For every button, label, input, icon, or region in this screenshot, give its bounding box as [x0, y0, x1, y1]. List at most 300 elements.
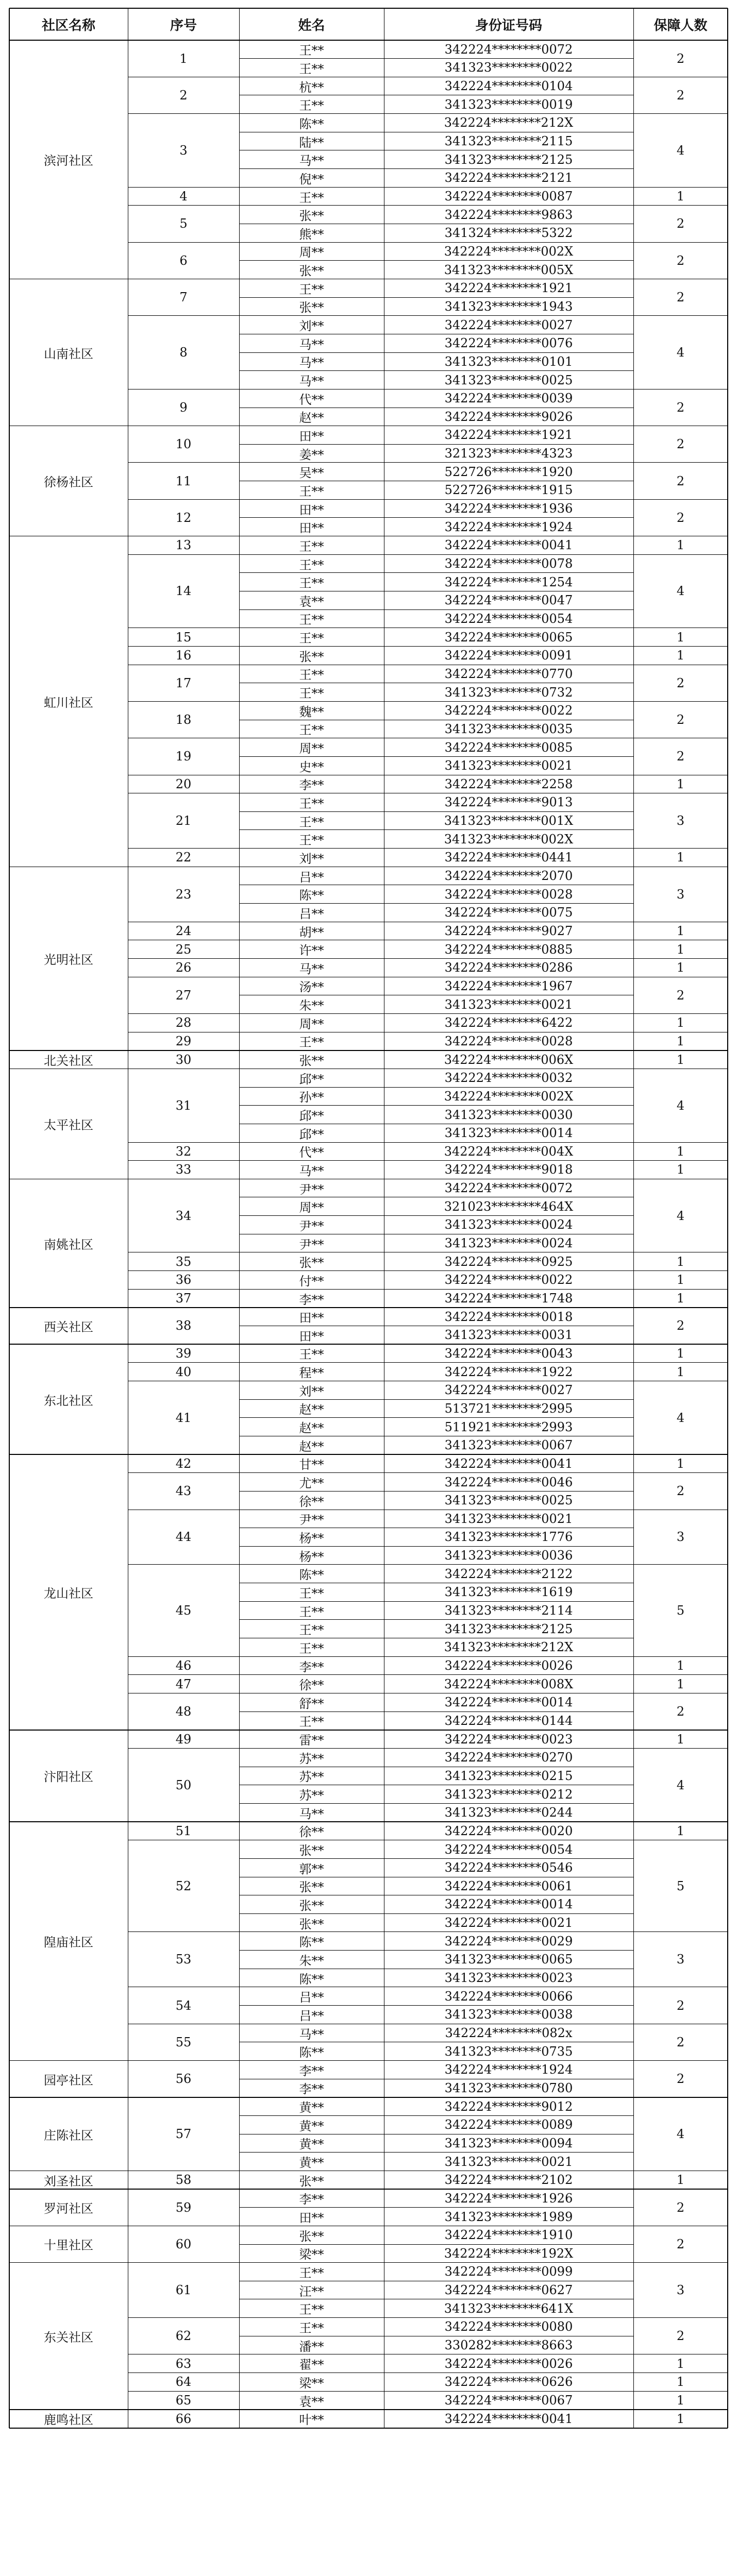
family-member-count: 1	[676, 1162, 685, 1177]
member-id-number: 342224********0020	[444, 1823, 573, 1838]
member-name: 吕**	[299, 906, 324, 921]
member-name: 吕**	[299, 2008, 324, 2023]
row-rule	[128, 1564, 728, 1565]
row-rule	[239, 297, 633, 298]
community-name: 虹川社区	[44, 695, 93, 710]
member-name: 徐**	[299, 1494, 324, 1509]
member-name: 许**	[299, 943, 324, 958]
member-id-number: 342224********0144	[444, 1713, 573, 1728]
family-member-count: 1	[676, 1052, 685, 1067]
family-seq-number: 44	[175, 1530, 192, 1545]
family-member-count: 4	[676, 1208, 685, 1223]
row-rule	[128, 242, 728, 243]
member-id-number: 342224********6422	[444, 1015, 573, 1030]
member-name: 周**	[299, 1200, 324, 1215]
member-name: 李**	[299, 2082, 324, 2097]
community-name: 徐杨社区	[44, 475, 93, 490]
member-id-number: 341323********0023	[444, 1971, 573, 1986]
family-member-count: 1	[676, 1033, 685, 1048]
member-name: 王**	[299, 1586, 324, 1601]
row-rule	[239, 609, 633, 610]
family-member-count: 1	[676, 1364, 685, 1379]
member-name: 王**	[299, 282, 324, 297]
member-name: 张**	[299, 2174, 324, 2189]
member-name: 王**	[299, 686, 324, 701]
member-name: 杭**	[299, 80, 324, 95]
member-id-number: 342224********2121	[444, 171, 573, 185]
row-rule	[239, 1619, 633, 1620]
family-member-count: 1	[676, 2375, 685, 2389]
member-name: 吕**	[299, 1990, 324, 2005]
family-seq-number: 43	[175, 1484, 192, 1499]
member-name: 张**	[299, 300, 324, 315]
family-member-count: 2	[676, 675, 685, 690]
family-member-count: 1	[676, 1732, 685, 1747]
family-seq-number: 29	[175, 1033, 192, 1048]
member-name: 王**	[299, 484, 324, 499]
member-id-number: 342224********9018	[444, 1162, 573, 1177]
member-name: 王**	[299, 631, 324, 646]
member-id-number: 341323********641X	[444, 2301, 574, 2316]
family-seq-number: 40	[175, 1364, 192, 1379]
row-rule	[128, 2391, 728, 2392]
row-rule	[128, 848, 728, 849]
family-member-count: 3	[676, 1530, 685, 1545]
member-name: 田**	[299, 502, 324, 517]
member-id-number: 341323********2114	[444, 1603, 573, 1618]
member-name: 王**	[299, 833, 324, 848]
member-id-number: 341323********001X	[444, 814, 574, 828]
member-id-number: 341323********0019	[444, 97, 573, 112]
family-member-count: 2	[676, 473, 685, 488]
row-rule	[128, 701, 728, 702]
member-name: 熊**	[299, 227, 324, 242]
row-rule	[128, 1160, 728, 1161]
row-rule	[239, 58, 633, 59]
member-id-number: 342224********0441	[444, 850, 573, 865]
family-seq-number: 11	[175, 473, 192, 488]
family-seq-number: 62	[175, 2329, 192, 2344]
family-seq-number: 9	[179, 400, 188, 415]
member-name: 李**	[299, 778, 324, 793]
member-id-number: 513721********2995	[444, 1401, 573, 1416]
family-member-count: 2	[676, 2236, 685, 2251]
family-seq-number: 21	[175, 814, 192, 828]
member-name: 邱**	[299, 1109, 324, 1123]
family-seq-number: 38	[175, 1318, 192, 1333]
row-rule	[128, 2372, 728, 2373]
family-member-count: 3	[676, 887, 685, 902]
member-name: 杨**	[299, 1549, 324, 1564]
member-name: 李**	[299, 1659, 324, 1674]
member-id-number: 341323********0036	[444, 1548, 573, 1563]
member-name: 舒**	[299, 1696, 324, 1711]
family-seq-number: 53	[175, 1952, 192, 1967]
member-id-number: 341323********212X	[444, 1640, 574, 1655]
family-member-count: 3	[676, 1952, 685, 1967]
member-name: 吴**	[299, 466, 324, 481]
member-id-number: 341323********0215	[444, 1768, 573, 1783]
row-rule	[239, 1491, 633, 1492]
family-seq-number: 42	[175, 1456, 192, 1471]
family-seq-number: 28	[175, 1015, 192, 1030]
member-id-number: 342224********0099	[444, 2264, 573, 2279]
member-id-number: 342224********0072	[444, 42, 573, 57]
column-rule	[727, 8, 728, 2428]
member-id-number: 341323********0101	[444, 354, 573, 369]
member-id-number: 342224********0546	[444, 1860, 573, 1875]
member-id-number: 342224********1924	[444, 519, 573, 534]
family-seq-number: 33	[175, 1162, 192, 1177]
row-rule	[128, 1674, 728, 1675]
member-id-number: 341323********0094	[444, 2136, 573, 2150]
family-member-count: 1	[676, 776, 685, 791]
family-seq-number: 37	[175, 1291, 192, 1306]
row-rule	[128, 187, 728, 188]
family-seq-number: 15	[175, 630, 192, 645]
family-seq-number: 7	[179, 290, 188, 305]
family-member-count: 1	[676, 2173, 685, 2188]
member-name: 胡**	[299, 925, 324, 940]
member-name: 李**	[299, 1292, 324, 1307]
family-seq-number: 3	[179, 143, 188, 158]
row-rule	[239, 370, 633, 371]
member-id-number: 342224********0885	[444, 942, 573, 957]
family-member-count: 4	[676, 584, 685, 599]
family-member-count: 3	[676, 814, 685, 828]
member-name: 尹**	[299, 1182, 324, 1197]
family-member-count: 4	[676, 345, 685, 360]
family-seq-number: 61	[175, 2283, 192, 2298]
member-name: 甘**	[299, 1458, 324, 1472]
family-seq-number: 56	[175, 2072, 192, 2087]
member-name: 付**	[299, 1274, 324, 1289]
member-id-number: 341323********0021	[444, 997, 573, 1012]
member-id-number: 341323********2125	[444, 1621, 573, 1636]
family-seq-number: 59	[175, 2200, 192, 2215]
member-name: 马**	[299, 154, 324, 168]
member-name: 王**	[299, 539, 324, 554]
row-rule	[239, 2152, 633, 2153]
member-id-number: 342224********0065	[444, 630, 573, 645]
member-id-number: 342224********0026	[444, 1658, 573, 1673]
family-seq-number: 18	[175, 713, 192, 727]
community-name: 太平社区	[44, 1117, 93, 1132]
family-member-count: 1	[676, 2411, 685, 2426]
member-name: 魏**	[299, 704, 324, 719]
member-name: 郭**	[299, 1861, 324, 1876]
family-member-count: 2	[676, 88, 685, 103]
family-seq-number: 54	[175, 1998, 192, 2013]
member-name: 黄**	[299, 2100, 324, 2115]
family-seq-number: 50	[175, 1777, 192, 1792]
member-id-number: 341323********0021	[444, 1511, 573, 1526]
member-id-number: 342224********0078	[444, 556, 573, 571]
member-name: 汪**	[299, 2284, 324, 2299]
member-name: 梁**	[299, 2247, 324, 2262]
member-id-number: 342224********2102	[444, 2173, 573, 2188]
member-id-number: 342224********0032	[444, 1071, 573, 1086]
member-name: 汤**	[299, 980, 324, 995]
member-id-number: 342224********0014	[444, 1695, 573, 1710]
member-name: 苏**	[299, 1788, 324, 1803]
member-id-number: 342224********0028	[444, 1033, 573, 1048]
member-id-number: 342224********002X	[444, 1089, 574, 1104]
member-id-number: 342224********192X	[444, 2246, 574, 2261]
row-rule	[239, 903, 633, 904]
member-name: 王**	[299, 1623, 324, 1638]
member-id-number: 341324********5322	[444, 226, 573, 241]
family-member-count: 1	[676, 1346, 685, 1361]
family-member-count: 2	[676, 713, 685, 727]
community-name: 汴阳社区	[44, 1770, 93, 1785]
member-name: 黄**	[299, 2119, 324, 2133]
member-name: 王**	[299, 668, 324, 683]
family-member-count: 1	[676, 1658, 685, 1673]
member-id-number: 342224********0072	[444, 1181, 573, 1196]
family-member-count: 1	[676, 850, 685, 865]
member-id-number: 341323********0024	[444, 1217, 573, 1232]
member-name: 杨**	[299, 1531, 324, 1546]
member-name: 翟**	[299, 2358, 324, 2372]
community-name: 北关社区	[44, 1054, 93, 1069]
member-name: 田**	[299, 429, 324, 444]
family-seq-number: 10	[175, 437, 192, 452]
member-id-number: 341323********0244	[444, 1805, 573, 1820]
row-rule	[239, 572, 633, 573]
member-id-number: 342224********082x	[445, 2026, 573, 2040]
family-seq-number: 41	[175, 1410, 192, 1425]
row-rule	[239, 1913, 633, 1914]
row-rule	[128, 1142, 728, 1143]
family-member-count: 1	[676, 1676, 685, 1691]
family-member-count: 2	[676, 2072, 685, 2087]
row-rule	[239, 517, 633, 518]
family-seq-number: 36	[175, 1273, 192, 1287]
member-name: 王**	[299, 1035, 324, 1050]
member-id-number: 342224********1921	[444, 281, 573, 296]
member-id-number: 342224********0018	[444, 1309, 573, 1324]
column-rule	[633, 8, 634, 2428]
row-rule	[128, 1289, 728, 1290]
member-name: 王**	[299, 815, 324, 829]
member-name: 黄**	[299, 2156, 324, 2171]
family-seq-number: 64	[175, 2375, 192, 2389]
member-name: 周**	[299, 1016, 324, 1031]
row-rule	[128, 205, 728, 206]
member-id-number: 341323********0212	[444, 1787, 573, 1802]
member-id-number: 342224********2258	[444, 776, 573, 791]
member-name: 尹**	[299, 1237, 324, 1252]
member-name: 田**	[299, 1311, 324, 1326]
member-name: 倪**	[299, 172, 324, 187]
member-id-number: 342224********0770	[444, 666, 573, 681]
member-id-number: 342224********0270	[444, 1750, 573, 1765]
community-name: 庄陈社区	[44, 2128, 93, 2143]
member-id-number: 342224********0039	[444, 391, 573, 406]
family-member-count: 1	[676, 1291, 685, 1306]
member-id-number: 342224********002X	[444, 244, 574, 259]
member-id-number: 342224********2070	[444, 869, 573, 884]
family-seq-number: 26	[175, 960, 192, 975]
member-name: 王**	[299, 723, 324, 738]
family-member-count: 1	[676, 2356, 685, 2371]
family-member-count: 2	[676, 1484, 685, 1499]
member-id-number: 341323********0024	[444, 1236, 573, 1251]
member-name: 马**	[299, 1806, 324, 1821]
member-name: 朱**	[299, 1953, 324, 1968]
member-name: 朱**	[299, 998, 324, 1013]
community-name: 西关社区	[44, 1319, 93, 1334]
family-member-count: 4	[676, 1777, 685, 1792]
member-name: 刘**	[299, 851, 324, 866]
family-seq-number: 22	[175, 850, 192, 865]
member-name: 袁**	[299, 594, 324, 609]
header-name: 姓名	[298, 18, 325, 33]
row-rule	[239, 1399, 633, 1400]
family-seq-number: 13	[175, 538, 192, 553]
community-name: 龙山社区	[44, 1586, 93, 1601]
row-rule	[128, 554, 728, 555]
member-id-number: 342224********0085	[444, 740, 573, 755]
member-id-number: 342224********1748	[444, 1291, 573, 1306]
row-rule	[128, 2317, 728, 2318]
family-seq-number: 39	[175, 1346, 192, 1361]
member-name: 叶**	[299, 2413, 324, 2428]
member-id-number: 342224********0041	[444, 1456, 573, 1471]
column-rule	[9, 8, 10, 2428]
member-name: 邱**	[299, 1127, 324, 1142]
member-name: 王**	[299, 576, 324, 591]
member-name: 马**	[299, 961, 324, 976]
family-member-count: 1	[676, 648, 685, 663]
member-id-number: 342224********0286	[444, 960, 573, 975]
family-member-count: 1	[676, 1015, 685, 1030]
member-name: 陈**	[299, 116, 324, 131]
member-name: 尤**	[299, 1476, 324, 1490]
member-id-number: 341323********1943	[444, 299, 573, 314]
family-member-count: 2	[676, 1318, 685, 1333]
family-member-count: 1	[676, 630, 685, 645]
member-id-number: 341323********0021	[444, 2154, 573, 2169]
family-member-count: 4	[676, 2127, 685, 2142]
member-name: 王**	[299, 1604, 324, 1619]
family-member-count: 1	[676, 1456, 685, 1471]
row-rule	[239, 756, 633, 757]
row-rule	[128, 646, 728, 647]
member-id-number: 341323********0067	[444, 1438, 573, 1453]
member-id-number: 342224********1921	[444, 428, 573, 443]
member-id-number: 341323********0025	[444, 1493, 573, 1508]
member-name: 赵**	[299, 1421, 324, 1436]
community-name: 东北社区	[44, 1393, 93, 1408]
member-name: 马**	[299, 1163, 324, 1178]
row-rule	[128, 462, 728, 463]
member-id-number: 342224********0022	[444, 703, 573, 718]
family-seq-number: 6	[179, 253, 188, 268]
member-id-number: 342224********1936	[444, 501, 573, 516]
family-member-count: 2	[676, 988, 685, 1003]
member-id-number: 342224********9026	[444, 409, 573, 424]
family-member-count: 2	[676, 437, 685, 452]
member-id-number: 341323********1619	[444, 1585, 573, 1600]
member-id-number: 342224********0054	[444, 611, 573, 626]
member-id-number: 341323********2115	[444, 134, 573, 149]
member-name: 马**	[299, 2027, 324, 2042]
row-rule	[128, 1472, 728, 1473]
member-id-number: 341323********0025	[444, 372, 573, 387]
family-seq-number: 31	[175, 1098, 192, 1113]
member-id-number: 342224********0076	[444, 336, 573, 351]
member-id-number: 342224********0091	[444, 648, 573, 663]
member-name: 王**	[299, 613, 324, 628]
family-seq-number: 17	[175, 675, 192, 690]
member-name: 李**	[299, 2192, 324, 2207]
member-name: 吕**	[299, 870, 324, 885]
member-id-number: 342224********9863	[444, 207, 573, 222]
family-seq-number: 5	[179, 216, 188, 231]
row-rule	[239, 1601, 633, 1602]
row-rule	[128, 1748, 728, 1749]
member-id-number: 342224********0026	[444, 2356, 573, 2371]
member-id-number: 342224********0029	[444, 1934, 573, 1948]
family-member-count: 1	[676, 189, 685, 204]
row-rule	[128, 315, 728, 316]
family-seq-number: 52	[175, 1878, 192, 1893]
member-name: 陈**	[299, 1568, 324, 1583]
member-id-number: 341323********0030	[444, 1107, 573, 1122]
family-member-count: 2	[676, 1998, 685, 2013]
member-name: 张**	[299, 649, 324, 664]
member-name: 潘**	[299, 2339, 324, 2354]
member-name: 赵**	[299, 411, 324, 426]
row-rule	[239, 2005, 633, 2006]
member-id-number: 342224********004X	[444, 1144, 574, 1159]
family-seq-number: 48	[175, 1704, 192, 1719]
member-name: 王**	[299, 1641, 324, 1656]
member-id-number: 342224********0027	[444, 1383, 573, 1398]
member-name: 李**	[299, 2063, 324, 2078]
family-seq-number: 4	[179, 189, 188, 204]
member-name: 马**	[299, 355, 324, 370]
member-id-number: 342224********0054	[444, 1842, 573, 1857]
member-id-number: 341323********0038	[444, 2007, 573, 2022]
member-id-number: 341323********0065	[444, 1952, 573, 1967]
family-seq-number: 57	[175, 2127, 192, 2142]
family-seq-number: 8	[179, 345, 188, 360]
member-id-number: 330282********8663	[444, 2338, 573, 2353]
member-id-number: 342224********1922	[444, 1364, 573, 1379]
member-name: 代**	[299, 392, 324, 407]
member-id-number: 342224********0028	[444, 887, 573, 902]
row-rule	[128, 1270, 728, 1271]
member-id-number: 341323********0014	[444, 1126, 573, 1141]
family-member-count: 1	[676, 1823, 685, 1838]
family-member-count: 4	[676, 1410, 685, 1425]
family-member-count: 1	[676, 942, 685, 957]
row-rule	[9, 8, 728, 9]
family-seq-number: 35	[175, 1254, 192, 1269]
member-name: 史**	[299, 759, 324, 774]
community-name: 鹿鸣社区	[44, 2413, 93, 2428]
family-member-count: 2	[676, 749, 685, 764]
member-id-number: 341323********005X	[444, 262, 574, 277]
row-rule	[239, 2244, 633, 2245]
family-member-count: 3	[676, 2283, 685, 2298]
member-id-number: 341323********1776	[444, 1530, 573, 1545]
community-name: 山南社区	[44, 346, 93, 361]
member-name: 张**	[299, 1898, 324, 1913]
